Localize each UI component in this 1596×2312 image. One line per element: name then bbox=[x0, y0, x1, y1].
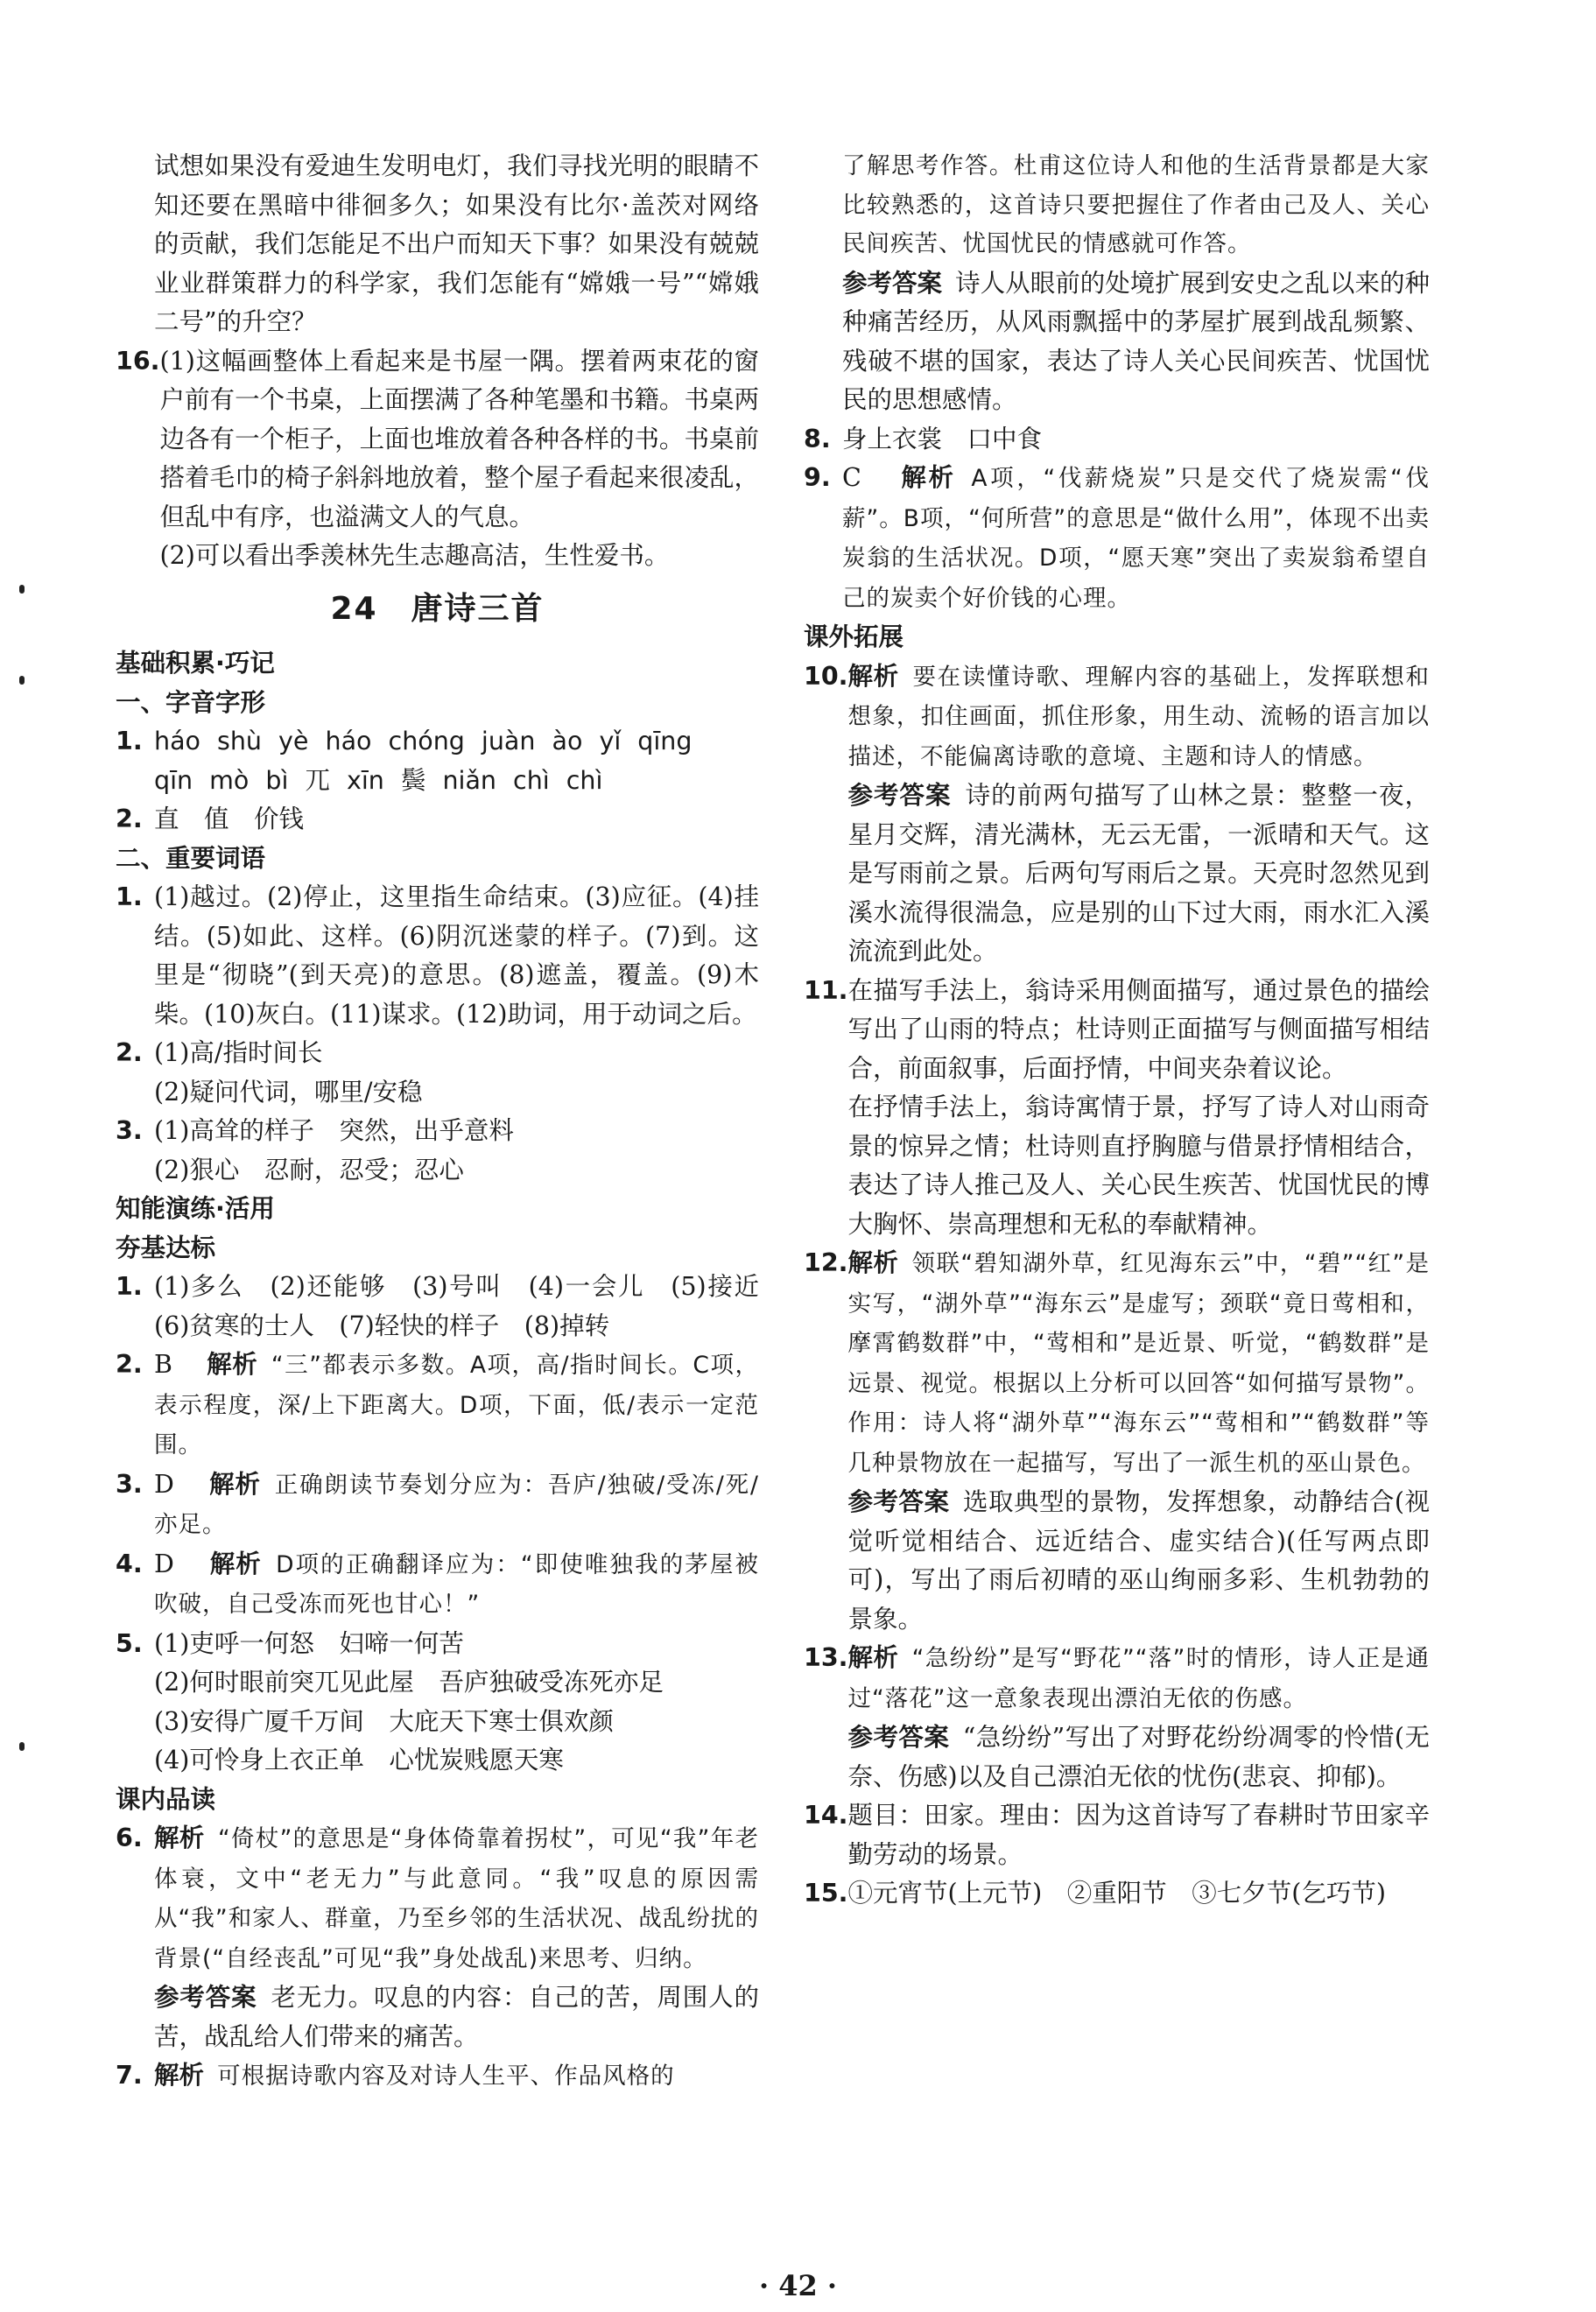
question-number: 15. bbox=[804, 1879, 848, 1908]
question-1 bbox=[116, 722, 759, 800]
answer-text: ①元宵节(上元节) ②重阳节 ③七夕节(乞巧节) bbox=[847, 1879, 1386, 1908]
explanation-text: “急纷纷”是写“野花”“落”时的情形，诗人正是通过“落花”这一意象表现出漂泊无依的伤感。 bbox=[847, 1645, 1430, 1712]
answer-text: 题目：田家。理由：因为这首诗写了春耕时节田家辛勤劳动的场景。 bbox=[847, 1801, 1430, 1869]
answer-part: (1)吏呼一何怒 妇啼一何苦 bbox=[154, 1628, 464, 1658]
question-number: 2. bbox=[116, 1350, 143, 1379]
answer-label: 参考答案 bbox=[842, 268, 943, 298]
right-column bbox=[804, 147, 1430, 1914]
answer-part: 在描写手法上，翁诗采用侧面描写，通过景色的描绘写出了山雨的特点；杜诗则正面描写与侧面描写相结合，前面叙事，后面抒情，中间夹杂着议论。 bbox=[847, 975, 1430, 1083]
extension-11 bbox=[804, 972, 1430, 1245]
explanation-label: 解析 bbox=[847, 661, 899, 691]
extension-15 bbox=[804, 1874, 1430, 1914]
choice-answer: C bbox=[842, 463, 861, 492]
question-number: 3. bbox=[116, 1116, 143, 1145]
pinyin-line: qīn mò bì 兀 xīn 鬓 niǎn chì chì bbox=[154, 765, 603, 795]
explanation-label: 解析 bbox=[901, 463, 956, 492]
answer-part: (2)疑问代词，哪里/安稳 bbox=[154, 1077, 423, 1107]
question-number: 11. bbox=[804, 975, 848, 1005]
extension-14 bbox=[804, 1796, 1430, 1874]
section-heading: 知能演练·活用 bbox=[116, 1194, 275, 1223]
answer-text: 身上衣裳 口中食 bbox=[842, 424, 1043, 453]
reading-9 bbox=[804, 459, 1430, 618]
explanation-label: 解析 bbox=[207, 1350, 258, 1379]
answer-part: (4)可怜身上衣正单 心忧炭贱愿天寒 bbox=[154, 1746, 564, 1774]
question-number: 5. bbox=[116, 1628, 143, 1658]
question-number: 2. bbox=[116, 1038, 143, 1067]
explanation-text: “倚杖”的意思是“身体倚靠着拐杖”，可见“我”年老体衰，文中“老无力”与此意同。“我”叹息的原因需从“我”和家人、群童，乃至乡邻的生活状况、战乱纷扰的背景(“自经丧乱”可见“我”身处战乱)来思考、归纳。 bbox=[154, 1825, 759, 1972]
drill-4 bbox=[116, 1545, 759, 1625]
question-number: 12. bbox=[804, 1248, 848, 1277]
margin-mark bbox=[19, 676, 25, 685]
answer-part: 在抒情手法上，翁诗寓情于景，抒写了诗人对山雨奇景的惊异之情；杜诗则直抒胸臆与借景抒情相结合，表达了诗人推己及人、关心民生疾苦、忧国忧民的博大胸怀、崇高理想和无私的奉献精神。 bbox=[847, 1093, 1430, 1239]
question-number: 9. bbox=[804, 463, 831, 492]
answer-label: 参考答案 bbox=[847, 1723, 950, 1752]
reading-6 bbox=[116, 1819, 759, 2056]
answer-part: (1)高耸的样子 突然，出乎意料 bbox=[154, 1116, 514, 1145]
explanation-label: 解析 bbox=[209, 1469, 261, 1499]
question-number: 4. bbox=[116, 1549, 143, 1578]
answer-part: (3)安得广厦千万间 大庇天下寒士俱欢颜 bbox=[154, 1706, 614, 1736]
reading-8 bbox=[804, 420, 1430, 460]
answer-text: 诗人从眼前的处境扩展到安史之乱以来的种种痛苦经历，从风雨飘摇中的茅屋扩展到战乱频繁、残破不堪的国家，表达了诗人关心民间疾苦、忧国忧民的思想感情。 bbox=[842, 268, 1430, 414]
answer-part: (2)可以看出季羡林先生志趣高洁，生性爱书。 bbox=[159, 541, 670, 570]
explanation-text: 可根据诗歌内容及对诗人生平、作品风格的 bbox=[217, 2063, 675, 2090]
vocab-3 bbox=[116, 1112, 759, 1190]
answer-part: (1)高/指时间长 bbox=[154, 1038, 323, 1067]
choice-answer: B bbox=[154, 1350, 172, 1379]
answer-text: (1)越过。(2)停止，这里指生命结束。(3)应征。(4)挂结。(5)如此、这样。(6)阴沉迷蒙的样子。(7)到。这里是“彻晓”(到天亮)的意思。(8)遮盖，覆盖。(9)木柴。(10)灰白。(11)谋求。(12)助词，用于动词之后。 bbox=[154, 882, 759, 1029]
answer-text: (1)多么 (2)还能够 (3)号叫 (4)一会儿 (5)接近 (6)贫寒的士人 (7)轻快的样子 (8)掉转 bbox=[154, 1272, 784, 1340]
answer-text: 老无力。叹息的内容：自己的苦，周围人的苦，战乱给人们带来的痛苦。 bbox=[154, 1983, 759, 2051]
subsection-heading: 课内品读 bbox=[116, 1784, 216, 1814]
explanation-label: 解析 bbox=[209, 1549, 262, 1578]
explanation-text: D项的正确翻译应为：“即使唯独我的茅屋被吹破，自己受冻而死也甘心！” bbox=[154, 1550, 759, 1618]
answer-label: 参考答案 bbox=[847, 1487, 950, 1516]
reading-7 bbox=[116, 2056, 759, 2097]
explanation-text: 领联“碧知湖外草，红见海东云”中，“碧”“红”是实写，“湖外草”“海东云”是虚写；颈联“竟日莺相和，摩霄鹤数群”中，“莺相和”是近景、听觉，“鹤数群”是远景、视觉。根据以上分析可以回答“如何描写景物”。作用：诗人将“湖外草”“海东云”“莺相和”“鹤数群”等几种景物放在一起描写，写出了一派生机的巫山景色。 bbox=[847, 1250, 1430, 1477]
answer-part: (2)何时眼前突兀见此屋 吾庐独破受冻死亦足 bbox=[154, 1668, 664, 1697]
question-number: 10. bbox=[804, 661, 848, 691]
drill-5 bbox=[116, 1625, 759, 1781]
question-number: 8. bbox=[804, 424, 831, 453]
answer-text: 直 值 价钱 bbox=[154, 805, 305, 833]
answer-text: “急纷纷”写出了对野花纷纷凋零的怜惜(无奈、伤感)以及自己漂泊无依的忧伤(悲哀、抑郁)。 bbox=[847, 1723, 1430, 1791]
subsection-heading: 二、重要词语 bbox=[116, 843, 266, 873]
answer-part: (1)这幅画整体上看起来是书屋一隅。摆着两束花的窗户前有一个书桌，上面摆满了各种笔墨和书籍。书桌两边各有一个柜子，上面也堆放着各种各样的书。书桌前搭着毛巾的椅子斜斜地放着，整个屋子看起来很凌乱，但乱中有序，也溢满文人的气息。 bbox=[159, 346, 759, 531]
explanation-text: 了解思考作答。杜甫这位诗人和他的生活背景都是大家比较熟悉的，这首诗只要把握住了作者由己及人、关心民间疾苦、忧国忧民的情感就可作答。 bbox=[842, 152, 1430, 257]
explanation-text: 正确朗读节奏划分应为：吾庐/独破/受冻/死/亦足。 bbox=[154, 1471, 759, 1538]
explanation-label: 解析 bbox=[847, 1643, 899, 1672]
extension-10 bbox=[804, 657, 1430, 972]
question-16 bbox=[116, 342, 759, 576]
drill-2 bbox=[116, 1346, 759, 1465]
question-number: 2. bbox=[116, 805, 143, 833]
subsection-heading: 夯基达标 bbox=[116, 1233, 216, 1262]
explanation-label: 解析 bbox=[847, 1248, 899, 1277]
question-number: 14. bbox=[804, 1801, 848, 1830]
vocab-2 bbox=[116, 1034, 759, 1112]
drill-1 bbox=[116, 1268, 784, 1346]
answer-part: (2)狠心 忍耐，忍受；忍心 bbox=[154, 1155, 464, 1184]
pinyin-line: háo shù yè háo chóng juàn ào yǐ qīng bbox=[154, 727, 693, 755]
answer-text: 诗的前两句描写了山林之景：整整一夜，星月交辉，清光满林，无云无雷，一派晴和天气。这是写雨前之景。后两句写雨后之景。天亮时忽然见到溪水流得很湍急，应是别的山下过大雨，雨水汇入溪流流到此处。 bbox=[847, 781, 1430, 966]
question-number: 16. bbox=[116, 346, 160, 376]
subsection-heading: 课外拓展 bbox=[804, 622, 904, 651]
question-number: 3. bbox=[116, 1469, 143, 1499]
lesson-title: 24 唐诗三首 bbox=[330, 590, 545, 627]
margin-mark bbox=[19, 1742, 25, 1751]
question-2 bbox=[116, 800, 759, 840]
question-number: 1. bbox=[116, 727, 143, 755]
choice-answer: D bbox=[154, 1469, 174, 1499]
question-number: 13. bbox=[804, 1643, 848, 1672]
choice-answer: D bbox=[154, 1549, 174, 1578]
section-heading: 基础积累·巧记 bbox=[116, 649, 275, 678]
question-number: 7. bbox=[116, 2061, 143, 2090]
page-number: · 42 · bbox=[758, 2269, 838, 2302]
explanation-text: “三”都表示多数。A项，高/指时间长。C项，表示程度，深/上下距离大。D项，下面，低/表示一定范围。 bbox=[154, 1352, 759, 1458]
question-number: 1. bbox=[116, 882, 143, 911]
explanation-label: 解析 bbox=[154, 2061, 205, 2090]
vocab-1 bbox=[116, 878, 759, 1034]
extension-13 bbox=[804, 1639, 1430, 1796]
explanation-label: 解析 bbox=[154, 1824, 205, 1852]
continuation-text: 试想如果没有爱迪生发明电灯，我们寻找光明的眼睛不知还要在黑暗中徘徊多久；如果没有比尔·盖茨对网络的贡献，我们怎能足不出户而知天下事？如果没有兢兢业业群策群力的科学家，我们怎能有“嫦娥一号”“嫦娥二号”的升空？ bbox=[154, 151, 759, 336]
answer-label: 参考答案 bbox=[847, 781, 952, 810]
explanation-text: 要在读懂诗歌、理解内容的基础上，发挥联想和想象，扣住画面，抓住形象，用生动、流畅的语言加以描述，不能偏离诗歌的意境、主题和诗人的情感。 bbox=[847, 663, 1431, 770]
left-column bbox=[116, 147, 784, 2097]
drill-3 bbox=[116, 1465, 759, 1545]
explanation-text: A项，“伐薪烧炭”只是交代了烧炭需“伐薪”。B项，“何所营”的意思是“做什么用”，体现不出卖炭翁的生活状况。D项，“愿天寒”突出了卖炭翁希望自己的炭卖个好价钱的心理。 bbox=[842, 465, 1430, 612]
extension-12 bbox=[804, 1244, 1430, 1639]
answer-text: 选取典型的景物，发挥想象，动静结合(视觉听觉相结合、远近结合、虚实结合)(任写两点即可)，写出了雨后初晴的巫山绚丽多彩、生机勃勃的景象。 bbox=[847, 1487, 1430, 1634]
reading-7-cont bbox=[804, 147, 1430, 420]
question-number: 6. bbox=[116, 1824, 143, 1852]
question-number: 1. bbox=[116, 1272, 143, 1301]
margin-mark bbox=[19, 585, 25, 594]
subsection-heading: 一、字音字形 bbox=[116, 687, 266, 717]
answer-label: 参考答案 bbox=[154, 1983, 257, 2012]
